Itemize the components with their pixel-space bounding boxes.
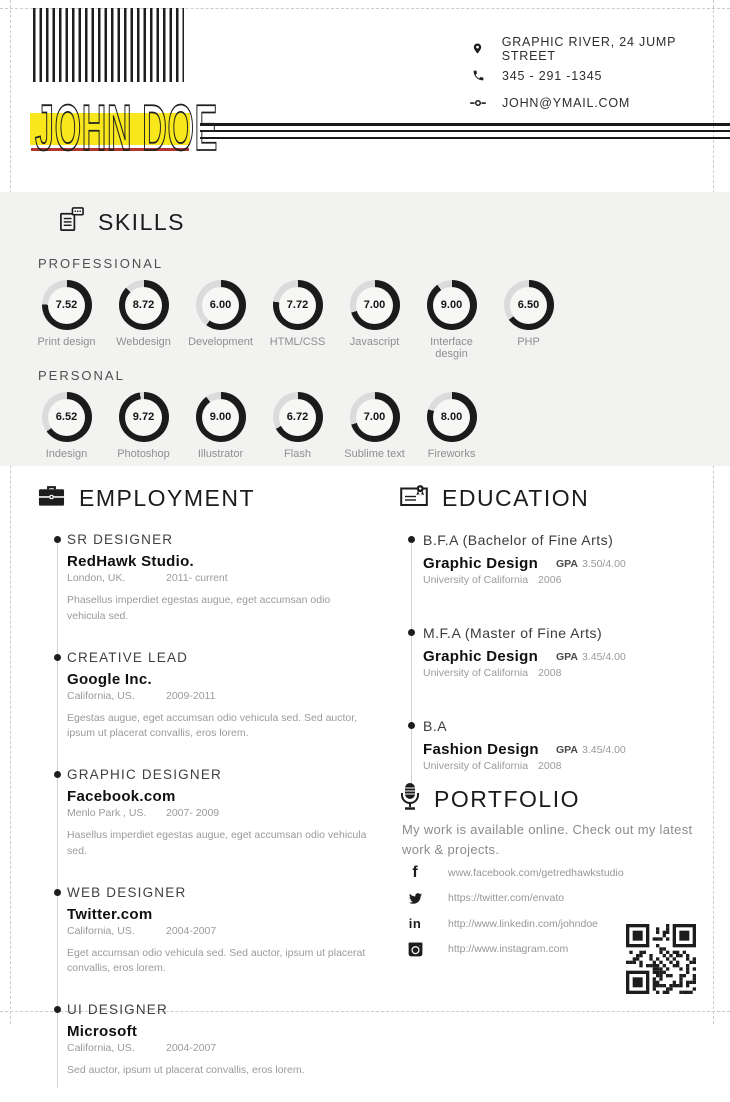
skill-label: Interface desgin (430, 336, 473, 360)
skill-label: Flash (284, 448, 311, 460)
skill-label: Sublime text (344, 448, 405, 460)
trim-guide-right (713, 0, 714, 1024)
personal-skills-row (28, 392, 490, 460)
skill-gauge (413, 280, 490, 360)
skill-gauge (182, 392, 259, 460)
job-role: WEB DESIGNER (67, 884, 187, 900)
job-description: Sed auctor, ipsum ut placerat convallis, eros lorem. (67, 1064, 305, 1076)
job-location: Menlo Park , US. (67, 807, 147, 819)
job-location: California, US. (67, 689, 135, 702)
name-title: JOHN DOE (35, 91, 219, 165)
qr-code (626, 924, 696, 994)
graduation-year: 2008 (538, 760, 562, 772)
major: Fashion Design (423, 741, 539, 758)
education-entry (404, 623, 696, 679)
job-company: RedHawk Studio. (67, 553, 195, 570)
skill-value: 6.00 (209, 299, 232, 311)
twitter-url[interactable]: https://twitter.com/envato (448, 892, 565, 905)
skill-value: 9.00 (440, 299, 463, 311)
job-company: Google Inc. (67, 670, 152, 688)
employment-header (38, 484, 255, 513)
contact-email-row (470, 95, 730, 110)
job-location: California, US. (67, 924, 135, 937)
skill-gauge (259, 392, 336, 460)
employment-entry (50, 883, 372, 978)
phone-icon (470, 69, 486, 82)
skill-label: Print design (37, 336, 96, 348)
skill-gauge (28, 392, 105, 460)
contact-email[interactable]: JOHN@YMAIL.COM (502, 95, 631, 110)
skill-gauge (28, 280, 105, 360)
graduation-year: 2008 (538, 667, 562, 679)
briefcase-icon (38, 484, 65, 513)
skill-label: Illustrator (197, 448, 244, 460)
job-role: CREATIVE LEAD (67, 649, 189, 665)
skills-header (58, 206, 185, 238)
facebook-url[interactable]: www.facebook.com/getredhawkstudio (448, 866, 624, 879)
link-icon (470, 99, 486, 107)
employment-entry (50, 648, 372, 743)
skill-label: HTML/CSS (269, 336, 326, 348)
major: Graphic Design (423, 555, 539, 572)
job-period: 2009-2011 (166, 689, 216, 702)
contact-address: GRAPHIC RIVER, 24 JUMP STREET (501, 34, 677, 63)
portfolio-description: My work is available online. Check out my latest work & projects. (402, 822, 693, 857)
school: University of California (423, 574, 529, 586)
skill-value: 8.00 (440, 411, 463, 423)
social-row-twitter[interactable] (405, 886, 624, 912)
skill-gauge (336, 392, 413, 460)
employment-title: EMPLOYMENT (79, 485, 256, 511)
job-period: 2011- current (166, 572, 228, 584)
social-links (405, 860, 624, 962)
skill-value: 7.00 (363, 299, 386, 311)
certificate-icon (400, 484, 428, 512)
microphone-icon (400, 782, 420, 817)
skills-group-personal-label: PERSONAL (38, 368, 125, 383)
education-timeline (404, 530, 696, 809)
professional-skills-row (28, 280, 567, 360)
employment-timeline (50, 530, 372, 1102)
employment-entry (50, 530, 372, 625)
skill-label: Javascript (349, 336, 400, 348)
facebook-icon: f (412, 863, 418, 881)
skills-title: SKILLS (98, 208, 185, 235)
skill-value: 8.72 (132, 299, 155, 311)
gpa-value: 3.50/4.00 (581, 558, 626, 570)
school: University of California (423, 667, 529, 679)
portfolio-header (400, 782, 580, 817)
education-header (400, 484, 589, 512)
instagram-icon (405, 942, 425, 957)
skill-value: 6.52 (55, 411, 78, 423)
degree: B.A (423, 718, 448, 734)
skill-label: Development (188, 336, 253, 348)
social-row-facebook[interactable] (405, 860, 624, 886)
job-period: 2004-2007 (166, 1042, 217, 1054)
gpa-label: GPA (556, 744, 578, 756)
skill-label: PHP (517, 336, 540, 348)
contact-block (470, 34, 730, 122)
gpa-value: 3.45/4.00 (581, 651, 626, 663)
social-row-linkedin[interactable] (405, 911, 624, 937)
skill-gauge (105, 392, 182, 460)
twitter-icon (405, 892, 425, 905)
job-description: Phasellus imperdiet egestas augue, eget accumsan odio vehicula sed. (67, 594, 331, 622)
education-title: EDUCATION (442, 484, 590, 511)
skill-value: 6.50 (517, 299, 540, 311)
graduation-year: 2006 (538, 574, 562, 586)
job-company: Microsoft (67, 1023, 138, 1040)
job-description: Hasellus imperdiet egestas augue, eget accumsan odio vehicula sed. (67, 829, 367, 857)
contact-phone-row (470, 68, 730, 83)
contact-address-row (470, 34, 730, 63)
portfolio-title: PORTFOLIO (434, 786, 580, 812)
skill-label: Indesign (45, 448, 88, 460)
job-role: SR DESIGNER (67, 532, 174, 547)
skill-gauge (413, 392, 490, 460)
school: University of California (423, 760, 529, 772)
degree: M.F.A (Master of Fine Arts) (423, 625, 603, 641)
linkedin-icon: in (408, 916, 422, 932)
instagram-url[interactable]: http://www.instagram.com (448, 943, 569, 956)
skill-gauge (336, 280, 413, 360)
job-role: UI DESIGNER (67, 1002, 168, 1017)
degree: B.F.A (Bachelor of Fine Arts) (423, 532, 614, 548)
linkedin-url[interactable]: http://www.linkedin.com/johndoe (448, 917, 598, 930)
skill-gauge (105, 280, 182, 360)
employment-entry (50, 765, 372, 860)
skill-label: Webdesign (116, 336, 171, 348)
barcode-decoration (33, 8, 184, 82)
job-location: California, US. (67, 1042, 135, 1054)
skills-section (0, 192, 730, 466)
gpa-value: 3.45/4.00 (581, 744, 626, 756)
job-period: 2004-2007 (166, 924, 217, 937)
major: Graphic Design (423, 648, 539, 665)
skill-gauge (259, 280, 336, 360)
employment-entry (50, 1000, 372, 1079)
gpa-label: GPA (556, 651, 578, 663)
skills-group-professional-label: PROFESSIONAL (38, 256, 164, 271)
skill-value: 7.52 (55, 299, 78, 311)
skills-icon (58, 206, 85, 238)
social-row-instagram[interactable] (405, 937, 624, 963)
skill-value: 7.00 (363, 411, 386, 423)
job-description: Egestas augue, eget accumsan odio vehicula sed. Sed auctor, ipsum ut placerat convallis, eros lorem. (67, 711, 358, 740)
skill-label: Fireworks (427, 448, 476, 460)
job-company: Facebook.com (67, 788, 176, 805)
skill-value: 9.00 (209, 411, 232, 423)
header-divider-lines (200, 123, 730, 143)
skill-value: 6.72 (286, 411, 309, 423)
job-description: Eget accumsan odio vehicula sed. Sed auctor, ipsum ut placerat convallis, eros lorem. (67, 946, 366, 975)
skill-gauge (490, 280, 567, 360)
education-entry (404, 716, 696, 772)
skill-gauge (182, 280, 259, 360)
contact-phone: 345 - 291 -1345 (502, 68, 603, 83)
job-period: 2007- 2009 (166, 807, 220, 819)
job-location: London, UK. (67, 572, 126, 584)
skill-label: Photoshop (117, 448, 170, 460)
trim-guide-left (10, 0, 11, 1024)
skill-value: 9.72 (132, 411, 155, 423)
skill-value: 7.72 (286, 299, 309, 311)
education-entry (404, 530, 696, 586)
location-pin-icon (470, 41, 486, 56)
job-company: Twitter.com (67, 905, 153, 923)
gpa-label: GPA (556, 558, 578, 570)
job-role: GRAPHIC DESIGNER (67, 767, 222, 782)
